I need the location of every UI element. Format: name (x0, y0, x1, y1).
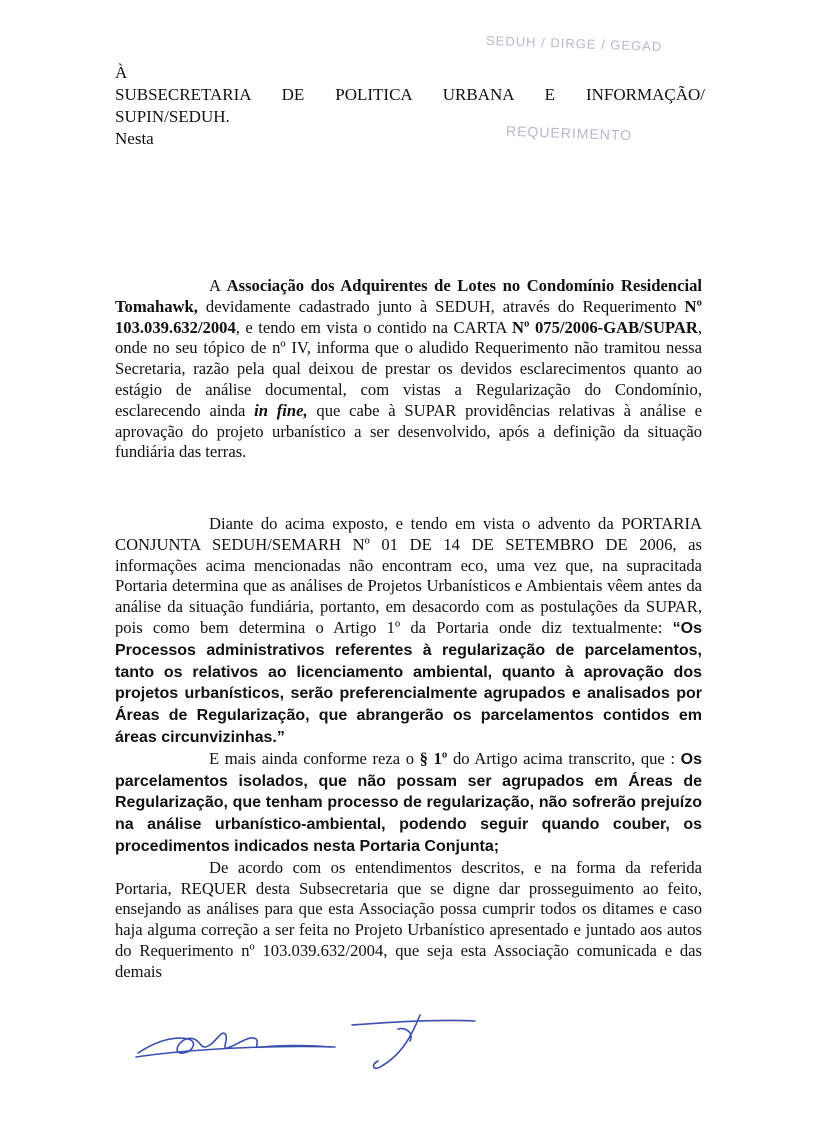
signature-2 (352, 1015, 475, 1068)
p2-article-quote: “Os Processos administrativos referentes à regularização de parcelamentos, tanto os relativos ao licenciamento ambiental, quanto à aprovação dos projetos urbanísticos, serão preferencialmente agrupados e analisados por Áreas de Regularização, que abrangerão os parcelamentos contidos em áreas circunvizinhas.” (115, 619, 702, 746)
signature-1-underline (136, 1046, 335, 1057)
p4-text-1: De acordo com os entendimentos descritos, e na forma da referida Portaria, REQUER desta Subsecretaria que se digne dar prosseguimento ao feito, ensejando as análises para que esta Associação possa cumprir todos os ditames e caso haja alguma correção a ser feita no Projeto Urbanístico apresentado e juntado aos autos do Requerimento nº 103.039.632/2004, que seja esta Associação comunicada e das demais (115, 857, 702, 981)
p3-paragraph-symbol: § 1º (419, 748, 448, 768)
p1-text-2: devidamente cadastrado junto à SEDUH, através do Requerimento (197, 296, 685, 316)
receipt-stamp-requerimento: REQUERIMENTO (505, 122, 633, 144)
addressee-block (115, 62, 705, 150)
addressee-line-4: Nesta (115, 129, 154, 148)
paragraph-2 (115, 514, 702, 749)
addressee-line-2: SUBSECRETARIA DE POLITICA URBANA E INFORMAÇÃO/ (115, 85, 705, 104)
p1-carta-number: Nº 075/2006-GAB/SUPAR (512, 317, 698, 337)
p1-requerimento-number: Nº 103.039.632/2004 (115, 296, 702, 337)
paragraphs-2-4 (115, 514, 702, 983)
paragraph-4 (115, 858, 702, 983)
p1-text-3: , e tendo em vista o contido na CARTA (235, 317, 513, 337)
p1-in-fine: in fine, (254, 400, 308, 420)
p1-text-5: que cabe à SUPAR providências relativas à análise e aprovação do projeto urbanístico a ser desenvolvido, após a definição da situação fundiária das terras. (115, 400, 702, 462)
signature-1 (138, 1033, 330, 1053)
p1-text-4: , onde no seu tópico de nº IV, informa que o aludido Requerimento não tramitou nessa Secretaria, razão pela qual deixou de prestar os devidos esclarecimentos quanto ao estágio de análise documental, com vistas a Regularização do Condomínio, esclarecendo ainda (115, 317, 702, 420)
addressee-line-1: À (115, 63, 128, 82)
p3-article-quote: Os parcelamentos isolados, que não possam ser agrupados em Áreas de Regularização, que tenham processo de regularização, não sofrerão prejuízo na análise urbanístico-ambiental, podendo seguir quando couber, os procedimentos indicados nesta Portaria Conjunta; (115, 750, 702, 855)
paragraph-1 (115, 276, 702, 463)
p1-text-1: A (209, 276, 227, 295)
p1-association-name: Associação dos Adquirentes de Lotes no Condomínio Residencial Tomahawk, (115, 276, 702, 316)
p3-text-1: E mais ainda conforme reza o (209, 748, 420, 768)
paragraph-3 (115, 749, 702, 858)
receipt-stamp-top: SEDUH / DIRGE / GEGAD (485, 32, 663, 55)
p3-text-2: do Artigo acima transcrito, que : (447, 748, 681, 768)
signatures-graphic (130, 1005, 490, 1075)
addressee-line-3: SUPIN/SEDUH. (115, 107, 230, 126)
p2-text-1: Diante do acima exposto, e tendo em vista o advento da PORTARIA CONJUNTA SEDUH/SEMARH Nº 01 DE 14 DE SETEMBRO DE 2006, as informações acima mencionadas não encontram eco, uma vez que, na supracitada Portaria determina que as análises de Projetos Urbanísticos e Ambientais vêem antes da análise da situação fundiária, portanto, em desacordo com as postulações da SUPAR, pois como bem determina o Artigo 1º da Portaria onde diz textualmente: (115, 514, 702, 637)
